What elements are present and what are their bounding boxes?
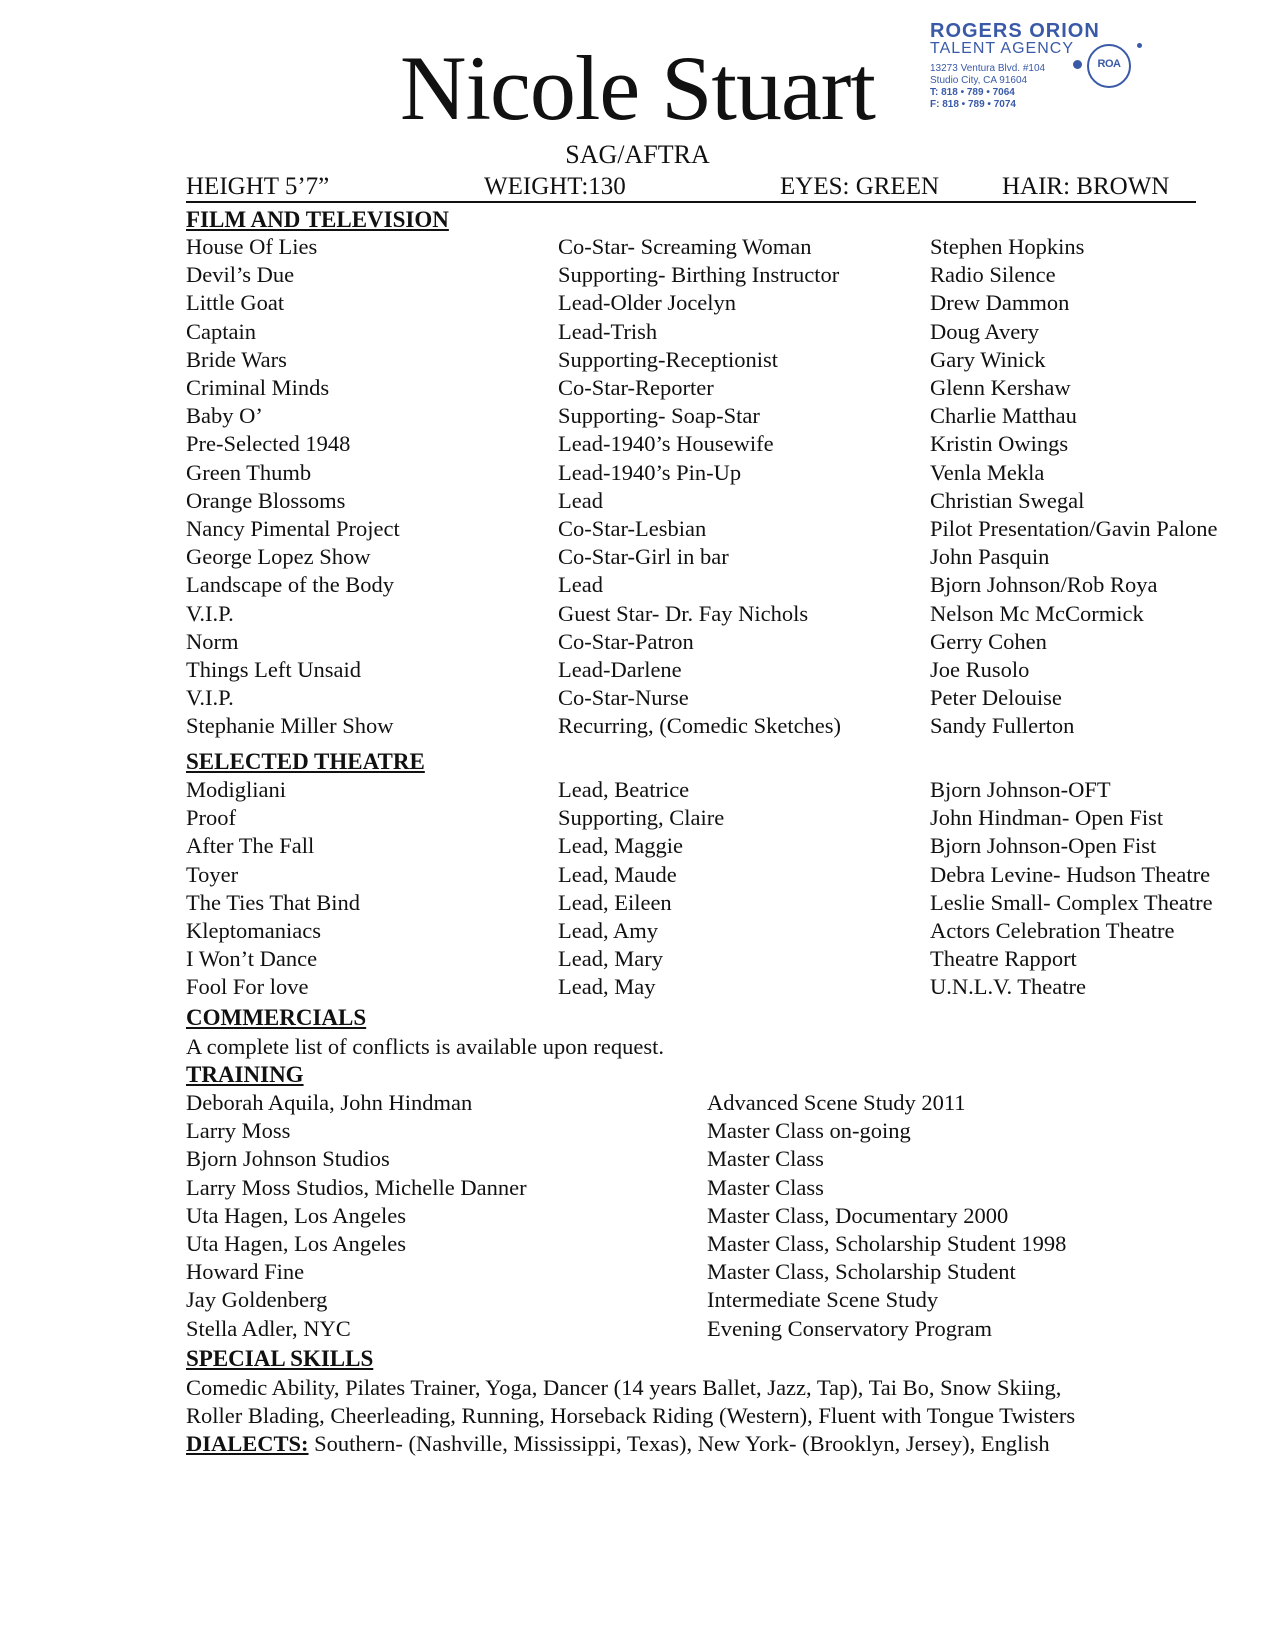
film-tv-row-col2: Supporting- Soap-Star xyxy=(558,403,760,429)
dialects-label: DIALECTS: xyxy=(186,1431,309,1456)
theatre-row-col1: After The Fall xyxy=(186,833,315,859)
training-row-col1: Jay Goldenberg xyxy=(186,1287,328,1313)
film-tv-row-col3: John Pasquin xyxy=(930,544,1050,570)
film-tv-row-col3: Gerry Cohen xyxy=(930,628,1047,654)
dialects-text: Southern- (Nashville, Mississippi, Texas), New York- (Brooklyn, Jersey), English xyxy=(308,1431,1050,1456)
union-affiliation: SAG/AFTRA xyxy=(565,140,710,169)
film-tv-row-col2: Lead-Older Jocelyn xyxy=(558,290,737,316)
theatre-row-col3: Bjorn Johnson-OFT xyxy=(930,777,1111,802)
film-tv-row-col2: Lead-Trish xyxy=(558,318,658,344)
film-tv-row-col3: Stephen Hopkins xyxy=(930,234,1085,259)
training-row-col1: Uta Hagen, Los Angeles xyxy=(186,1202,406,1228)
skills-line-2: Roller Blading, Cheerleading, Running, Horseback Riding (Western), Fluent with Tongue Twisters xyxy=(186,1403,1076,1428)
stats-underline xyxy=(186,201,1196,203)
film-tv-row-col2: Supporting-Receptionist xyxy=(558,346,778,372)
training-row-col2: Master Class xyxy=(707,1146,824,1172)
theatre-row-col2: Lead, Eileen xyxy=(558,889,672,915)
stat-hair: HAIR: BROWN xyxy=(1002,173,1170,200)
theatre-row-col1: Toyer xyxy=(186,861,239,887)
theatre-row-col1: I Won’t Dance xyxy=(186,946,318,972)
film-tv-row-col1: Landscape of the Body xyxy=(186,572,395,598)
film-tv-row-col3: Peter Delouise xyxy=(930,685,1062,711)
logo-dot-icon xyxy=(1073,60,1082,69)
film-tv-row-col1: Things Left Unsaid xyxy=(186,657,361,682)
film-tv-row-col1: V.I.P. xyxy=(186,685,234,711)
commercials-text: A complete list of conflicts is available upon request. xyxy=(186,1034,665,1059)
section-special-skills: SPECIAL SKILLS xyxy=(186,1346,374,1371)
training-row-col1: Bjorn Johnson Studios xyxy=(186,1146,390,1172)
film-tv-row-col2: Co-Star-Lesbian xyxy=(558,516,707,541)
training-row-col2: Master Class, Scholarship Student xyxy=(707,1259,1016,1285)
film-tv-row-col3: Bjorn Johnson/Rob Roya xyxy=(930,572,1158,598)
theatre-row-col3: Actors Celebration Theatre xyxy=(930,918,1175,943)
training-row-col1: Larry Moss xyxy=(186,1118,291,1144)
section-film-tv: FILM AND TELEVISION xyxy=(186,207,449,232)
theatre-row-col3: Leslie Small- Complex Theatre xyxy=(930,889,1213,915)
film-tv-row-col2: Lead-1940’s Housewife xyxy=(558,431,774,457)
film-tv-row-col1: George Lopez Show xyxy=(186,544,371,570)
training-row-col2: Master Class xyxy=(707,1174,824,1200)
film-tv-row-col3: Charlie Matthau xyxy=(930,403,1077,429)
agency-subtitle: TALENT AGENCY xyxy=(930,40,1074,57)
film-tv-row-col1: Little Goat xyxy=(186,290,285,316)
film-tv-row-col2: Co-Star-Patron xyxy=(558,628,694,654)
film-tv-row-col2: Co-Star-Reporter xyxy=(558,375,714,400)
film-tv-row-col1: Criminal Minds xyxy=(186,375,330,400)
film-tv-row-col2: Supporting- Birthing Instructor xyxy=(558,262,840,288)
theatre-row-col2: Lead, Maggie xyxy=(558,833,683,859)
film-tv-row-col1: Baby O’ xyxy=(186,403,263,429)
film-tv-row-col3: Doug Avery xyxy=(930,318,1039,344)
film-tv-row-col2: Lead xyxy=(558,487,603,513)
theatre-row-col1: Fool For love xyxy=(186,974,309,1000)
film-tv-row-col3: Christian Swegal xyxy=(930,487,1085,513)
training-row-col1: Uta Hagen, Los Angeles xyxy=(186,1231,406,1256)
film-tv-row-col2: Lead-Darlene xyxy=(558,657,682,682)
film-tv-row-col1: House Of Lies xyxy=(186,234,318,259)
theatre-row-col3: Theatre Rapport xyxy=(930,946,1077,972)
logo-dot-small-icon xyxy=(1137,43,1142,48)
film-tv-row-col2: Lead xyxy=(558,572,603,598)
film-tv-row-col3: Drew Dammon xyxy=(930,290,1070,316)
training-row-col1: Larry Moss Studios, Michelle Danner xyxy=(186,1174,527,1200)
theatre-row-col3: Bjorn Johnson-Open Fist xyxy=(930,833,1157,859)
film-tv-row-col3: Venla Mekla xyxy=(930,459,1045,485)
theatre-row-col3: Debra Levine- Hudson Theatre xyxy=(930,861,1211,887)
theatre-row-col3: U.N.L.V. Theatre xyxy=(930,974,1087,1000)
training-row-col2: Advanced Scene Study 2011 xyxy=(707,1090,966,1115)
film-tv-row-col3: Joe Rusolo xyxy=(930,657,1030,682)
film-tv-row-col3: Glenn Kershaw xyxy=(930,375,1071,400)
training-row-col1: Deborah Aquila, John Hindman xyxy=(186,1090,473,1115)
theatre-row-col2: Supporting, Claire xyxy=(558,805,725,831)
stat-eyes: EYES: GREEN xyxy=(780,173,940,200)
agency-phone: T: 818 • 789 • 7064 xyxy=(930,87,1015,98)
actor-name: Nicole Stuart xyxy=(400,37,875,139)
theatre-row-col1: Kleptomaniacs xyxy=(186,918,321,943)
film-tv-row-col2: Co-Star- Screaming Woman xyxy=(558,234,812,259)
film-tv-row-col3: Nelson Mc McCormick xyxy=(930,600,1144,626)
agency-logo-text: ROA xyxy=(1097,58,1121,70)
film-tv-row-col1: Norm xyxy=(186,628,239,654)
agency-fax: F: 818 • 789 • 7074 xyxy=(930,99,1016,110)
theatre-row-col2: Lead, Mary xyxy=(558,946,663,972)
film-tv-row-col1: Pre-Selected 1948 xyxy=(186,431,351,457)
agency-address-2: Studio City, CA 91604 xyxy=(930,75,1028,86)
film-tv-row-col1: Green Thumb xyxy=(186,459,312,485)
agency-block xyxy=(930,20,1160,120)
theatre-row-col1: Proof xyxy=(186,805,236,831)
film-tv-row-col1: Bride Wars xyxy=(186,346,287,372)
film-tv-row-col2: Recurring, (Comedic Sketches) xyxy=(558,713,842,739)
dialects-line xyxy=(186,1430,1050,1458)
training-row-col2: Master Class on-going xyxy=(707,1118,911,1144)
theatre-row-col2: Lead, Beatrice xyxy=(558,777,690,802)
theatre-row-col1: The Ties That Bind xyxy=(186,889,360,915)
stat-height: HEIGHT 5’7” xyxy=(186,173,330,200)
training-row-col2: Master Class, Documentary 2000 xyxy=(707,1202,1009,1228)
film-tv-row-col1: Captain xyxy=(186,318,256,344)
section-training: TRAINING xyxy=(186,1062,304,1087)
training-row-col2: Master Class, Scholarship Student 1998 xyxy=(707,1231,1067,1256)
film-tv-row-col2: Lead-1940’s Pin-Up xyxy=(558,459,742,485)
film-tv-row-col3: Pilot Presentation/Gavin Palone xyxy=(930,516,1218,541)
film-tv-row-col3: Kristin Owings xyxy=(930,431,1069,457)
film-tv-row-col1: Orange Blossoms xyxy=(186,487,346,513)
stat-weight: WEIGHT:130 xyxy=(484,173,626,200)
skills-line-1: Comedic Ability, Pilates Trainer, Yoga, Dancer (14 years Ballet, Jazz, Tap), Tai Bo, Snow Skiing, xyxy=(186,1375,1062,1400)
theatre-row-col2: Lead, Maude xyxy=(558,861,677,887)
film-tv-row-col2: Guest Star- Dr. Fay Nichols xyxy=(558,600,809,626)
theatre-row-col3: John Hindman- Open Fist xyxy=(930,805,1164,831)
section-commercials: COMMERCIALS xyxy=(186,1005,367,1030)
theatre-row-col1: Modigliani xyxy=(186,777,286,802)
film-tv-row-col3: Radio Silence xyxy=(930,262,1056,288)
training-row-col1: Stella Adler, NYC xyxy=(186,1315,351,1341)
theatre-row-col2: Lead, May xyxy=(558,974,656,1000)
agency-name: ROGERS ORION xyxy=(930,20,1100,42)
training-row-col2: Intermediate Scene Study xyxy=(707,1287,939,1313)
film-tv-row-col1: V.I.P. xyxy=(186,600,234,626)
film-tv-row-col1: Nancy Pimental Project xyxy=(186,516,400,541)
film-tv-row-col2: Co-Star-Nurse xyxy=(558,685,689,711)
training-row-col1: Howard Fine xyxy=(186,1259,305,1285)
theatre-row-col2: Lead, Amy xyxy=(558,918,658,943)
training-row-col2: Evening Conservatory Program xyxy=(707,1315,992,1341)
film-tv-row-col3: Gary Winick xyxy=(930,346,1046,372)
film-tv-row-col1: Devil’s Due xyxy=(186,262,295,288)
film-tv-row-col2: Co-Star-Girl in bar xyxy=(558,544,729,570)
agency-address-1: 13273 Ventura Blvd. #104 xyxy=(930,63,1046,74)
film-tv-row-col3: Sandy Fullerton xyxy=(930,713,1075,739)
section-theatre: SELECTED THEATRE xyxy=(186,749,425,774)
film-tv-row-col1: Stephanie Miller Show xyxy=(186,713,394,739)
